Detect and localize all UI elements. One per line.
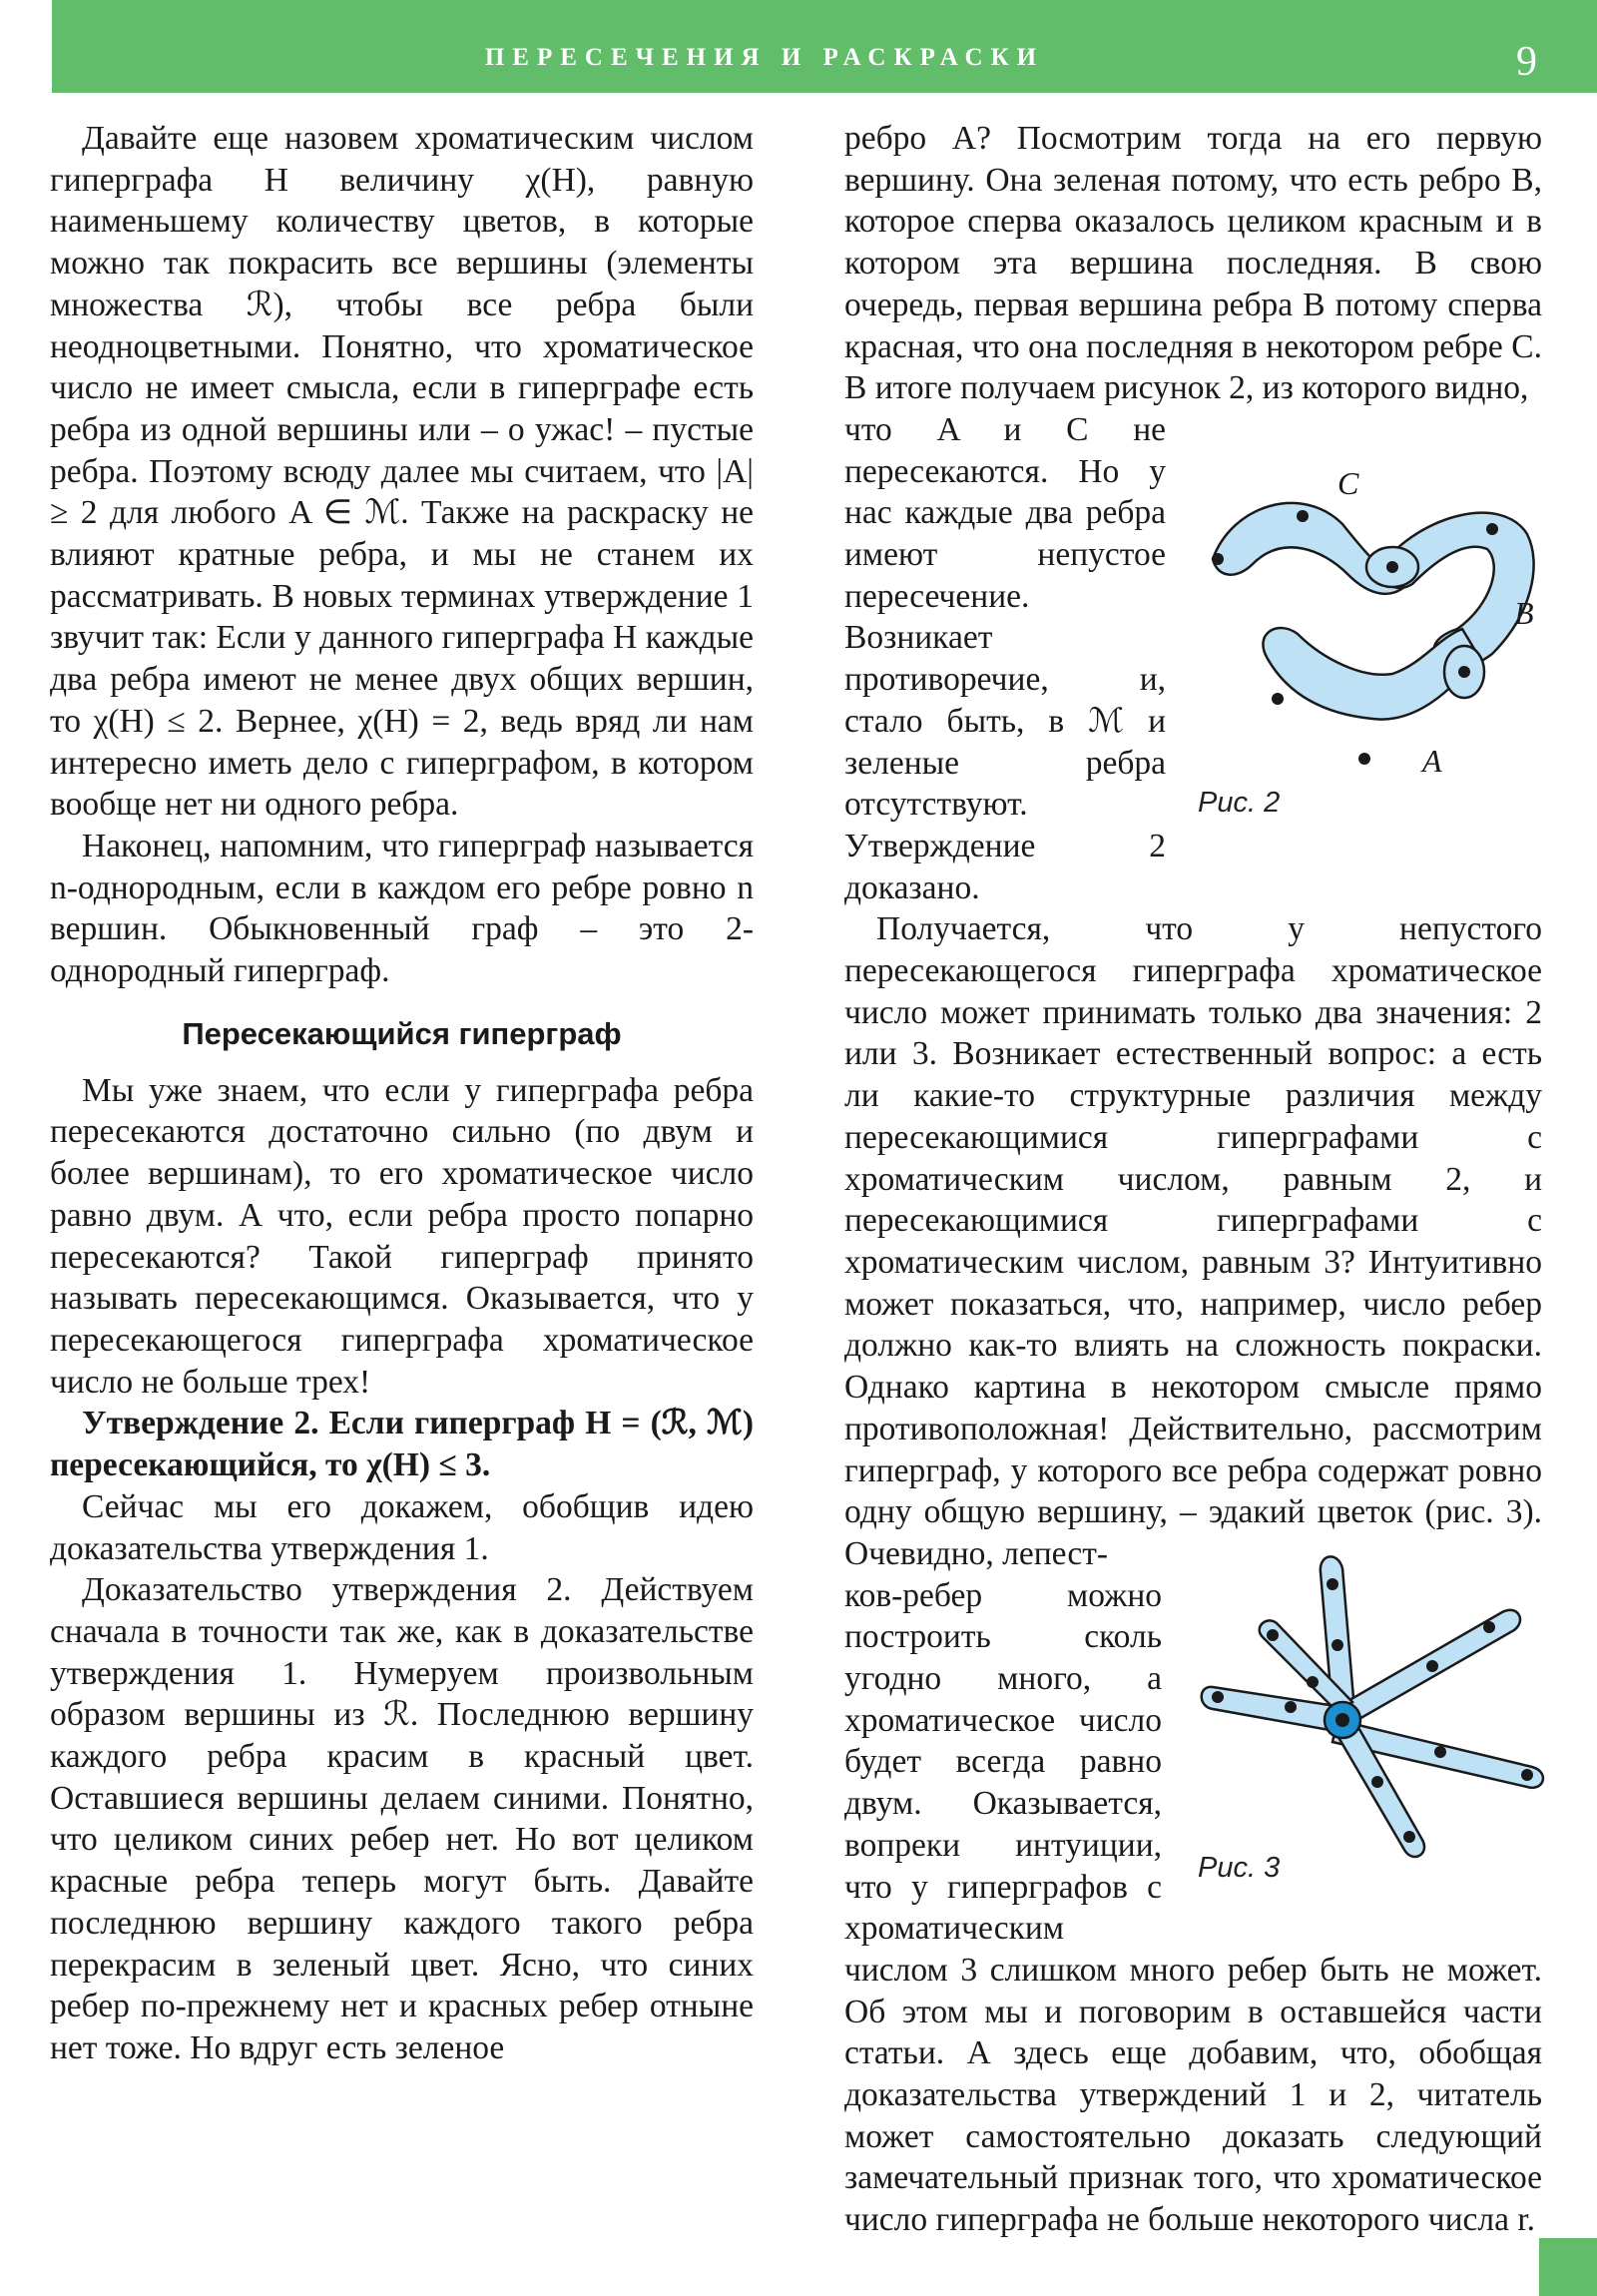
left-column xyxy=(50,118,754,2069)
right-column xyxy=(844,118,1542,2241)
vertex xyxy=(1434,1746,1446,1758)
vertex xyxy=(1212,553,1224,565)
figure-3-caption: Рис. 3 xyxy=(1198,1852,1281,1884)
vertex xyxy=(1297,510,1309,522)
paragraph-proof: Доказательство утверждения 2. Действуем сначала в точности так же, как в доказательстве утверждения 1. Нумеруем произвольным образом вершины из ℛ. Последнюю вершину каждого ребра красим в красный цвет. Оставшиеся вершины делаем синими. Понятно, что целиком синих ребер нет. Но вот целиком красные ребра теперь могут быть. Давайте последнюю вершину каждого такого ребра перекрасим в зеленый цвет. Ясно, что синих ребер по-прежнему нет и красных ребер отныне нет тоже. Но вдруг есть зеленое xyxy=(50,1571,754,2066)
statement-2: Утверждение 2. Если гиперграф H = (ℛ, ℳ) пересекающийся, то χ(H) ≤ 3. xyxy=(50,1405,754,1484)
paragraph-chromatic-number: Давайте еще назовем хроматическим числом гиперграфа H величину χ(H), равную наименьшему количеству цветов, в которые можно так покрасить все вершины (элементы множества ℛ), чтобы все ребра были неодноцветными. Понятно, что хроматическое число не имеет смысла, если в гиперграфе есть ребра из одной вершины или – о ужас! – пустые ребра. Поэтому всюду далее мы считаем, что |A| ≥ 2 для любого A ∈ ℳ. Также на раскраску не влияют кратные ребра, и мы не станем их рассматривать. В новых терминах утверждение 1 звучит так: Если у данного гиперграфа H каждые два ребра имеют не менее двух общих вершин, то χ(H) ≤ 2. Вернее, χ(H) = 2, ведь вряд ли нам интересно иметь дело с гиперграфом, в котором вообще нет ни одного ребра. xyxy=(50,120,754,824)
page-header xyxy=(52,0,1597,93)
section-heading: Пересекающийся гиперграф xyxy=(182,1015,622,1051)
vertex xyxy=(1483,1621,1495,1633)
paragraph-conclusion: числом 3 слишком много ребер быть не может. Об этом мы и поговорим в оставшейся части статьи. А здесь еще добавим, что, обобщая доказательства утверждений 1 и 2, читатель может самостоятельно доказать следующий замечательный признак того, что хроматическое число гиперграфа не больше некоторого числа r. xyxy=(844,1951,1542,2239)
label-c: C xyxy=(1337,465,1359,501)
figure-3 xyxy=(1193,1542,1552,1862)
vertex xyxy=(1267,1629,1279,1641)
vertex xyxy=(1327,1578,1338,1590)
vertex xyxy=(1458,666,1470,678)
vertex xyxy=(1272,693,1284,705)
vertex xyxy=(1403,1831,1415,1843)
vertex xyxy=(1521,1769,1533,1781)
corner-decoration xyxy=(1539,2238,1597,2296)
vertex xyxy=(1426,1660,1438,1672)
running-title: ПЕРЕСЕЧЕНИЯ И РАСКРАСКИ xyxy=(484,44,1045,71)
paragraph-edge-a: ребро A? Посмотрим тогда на его первую вершину. Она зеленая потому, что есть ребро B, которое сперва оказалось целиком красным и в котором эта вершина последняя. В свою очередь, первая вершина ребра B потому сперва красная, что она последняя в некотором ребре C. В итоге получаем рисунок 2, из которого видно, xyxy=(844,120,1542,407)
paragraph-flower: ков-ребер можно построить сколь угодно много, а хроматическое число будет всегда равно двум. Оказывается, вопреки интуиции, что у гиперграфов с хроматическим xyxy=(844,1576,1162,1948)
figure-2-caption: Рис. 2 xyxy=(1198,787,1281,819)
vertex xyxy=(1212,1691,1224,1703)
label-a: A xyxy=(1422,743,1442,779)
page-number: 9 xyxy=(1516,39,1537,85)
vertex xyxy=(1358,753,1370,765)
paragraph-contradiction: что A и C не пересекаются. Но у нас каждые два ребра имеют непустое пересечение. Возникает противоречие, и, стало быть, в ℳ и зеленые ребра отсутствуют. Утверждение 2 доказано. xyxy=(844,410,1166,906)
vertex xyxy=(1486,523,1498,535)
vertex xyxy=(1285,1701,1297,1713)
paragraph-prove: Сейчас мы его докажем, обобщив идею доказательства утверждения 1. xyxy=(50,1487,754,1567)
paragraph-two-values: Получается, что у непустого пересекающегося гиперграфа хроматическое число может принимать только два значения: 2 или 3. Возникает естественный вопрос: а есть ли какие-то структурные различия между пересекающимися гиперграфами с хроматическим числом, равным 2, и пересекающимися гиперграфами с хроматическим числом, равным 3? Интуитивно может показаться, что, например, число ребер должно как-то влиять на сложность покраски. Однако картина в некотором смысле прямо противоположная! Действительно, рассмотрим гиперграф, у которого все ребра содержат ровно одну общую вершину, – эдакий цветок (рис. 3). Очевидно, лепест- xyxy=(844,910,1542,1572)
vertex xyxy=(1386,561,1398,573)
figure-2 xyxy=(1193,454,1552,794)
center-vertex xyxy=(1335,1713,1349,1727)
label-b: B xyxy=(1514,595,1534,631)
paragraph-uniform: Наконец, напомним, что гиперграф называется n-однородным, если в каждом его ребре ровно n вершин. Обыкновенный граф – это 2-однородный гиперграф. xyxy=(50,827,754,990)
paragraph-intersecting: Мы уже знаем, что если у гиперграфа ребра пересекаются достаточно сильно (по двум и более вершинам), то его хроматическое число равно двум. А что, если ребра просто попарно пересекаются? Такой гиперграф принято называть пересекающимся. Оказывается, что у пересекающегося гиперграфа хроматическое число не больше трех! xyxy=(50,1071,754,1401)
vertex xyxy=(1307,1676,1319,1688)
vertex xyxy=(1331,1639,1343,1651)
vertex xyxy=(1371,1776,1383,1788)
